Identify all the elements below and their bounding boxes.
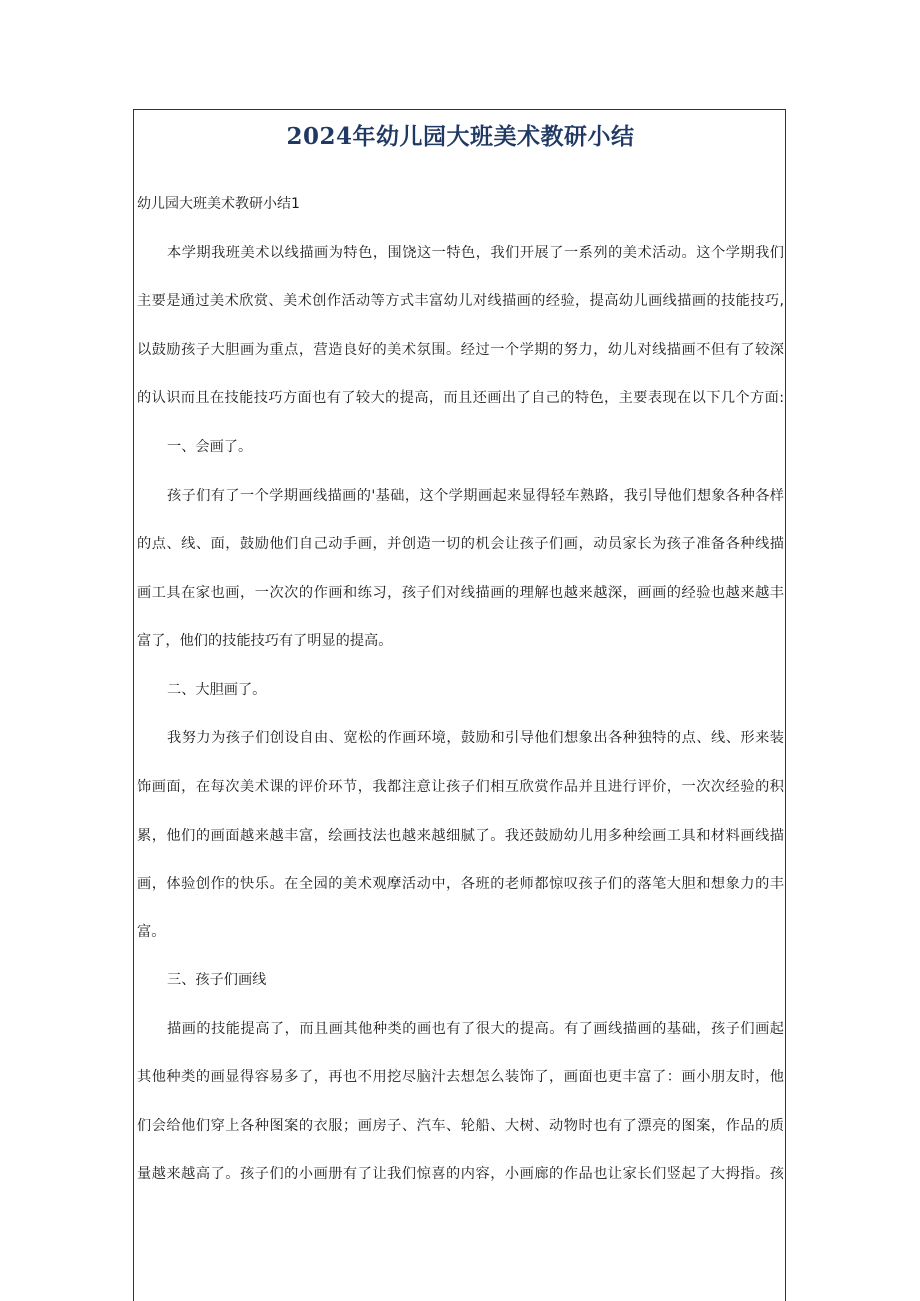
paragraph-line: 量越来越高了。孩子们的小画册有了让我们惊喜的内容，小画廊的作品也让家长们竖起了大拇指。孩 bbox=[137, 1166, 784, 1182]
paragraph-line: 的点、线、面，鼓励他们自己动手画，并创造一切的机会让孩子们画，动员家长为孩子准备各种线描 bbox=[137, 536, 784, 552]
paragraph-line: 富了，他们的技能技巧有了明显的提高。 bbox=[137, 633, 393, 649]
section-heading: 三、孩子们画线 bbox=[167, 972, 267, 988]
paragraph-line: 孩子们有了一个学期画线描画的'基础，这个学期画起来显得轻车熟路，我引导他们想象各种各样 bbox=[167, 488, 784, 504]
paragraph-line: 主要是通过美术欣赏、美术创作活动等方式丰富幼儿对线描画的经验，提高幼儿画线描画的技能技巧, bbox=[137, 293, 784, 309]
paragraph-line: 以鼓励孩子大胆画为重点，营造良好的美术氛围。经过一个学期的努力，幼儿对线描画不但有了较深 bbox=[137, 342, 784, 358]
paragraph-line: 画工具在家也画，一次次的作画和练习，孩子们对线描画的理解也越来越深，画画的经验也越来越丰 bbox=[137, 585, 784, 601]
document-subtitle: 幼儿园大班美术教研小结1 bbox=[137, 196, 300, 212]
paragraph-line: 本学期我班美术以线描画为特色，围饶这一特色，我们开展了一系列的美术活动。这个学期我们 bbox=[167, 245, 784, 261]
paragraph-line: 富。 bbox=[137, 924, 166, 940]
paragraph-line: 其他种类的画显得容易多了，再也不用挖尽脑汁去想怎么装饰了，画面也更丰富了：画小朋友时，他 bbox=[137, 1069, 784, 1085]
document-page bbox=[133, 109, 786, 1301]
paragraph-line: 们会给他们穿上各种图案的衣服；画房子、汽车、轮船、大树、动物时也有了漂亮的图案，作品的质 bbox=[137, 1118, 784, 1134]
section-heading: 一、会画了。 bbox=[167, 439, 253, 455]
paragraph-line: 画，体验创作的快乐。在全园的美术观摩活动中，各班的老师都惊叹孩子们的落笔大胆和想象力的丰 bbox=[137, 876, 784, 892]
paragraph-line: 的认识而且在技能技巧方面也有了较大的提高，而且还画出了自己的特色，主要表现在以下几个方面: bbox=[137, 390, 784, 406]
paragraph-line: 我努力为孩子们创设自由、宽松的作画环境，鼓励和引导他们想象出各种独特的点、线、形来装 bbox=[167, 730, 784, 746]
document-title: 2024年幼儿园大班美术教研小结 bbox=[286, 123, 635, 150]
paragraph-line: 饰画面，在每次美术课的评价环节，我都注意让孩子们相互欣赏作品并且进行评价，一次次经验的积 bbox=[137, 779, 784, 795]
paragraph-line: 累，他们的画面越来越丰富，绘画技法也越来越细腻了。我还鼓励幼儿用多种绘画工具和材料画线描 bbox=[137, 828, 784, 844]
paragraph-line: 描画的技能提高了，而且画其他种类的画也有了很大的提高。有了画线描画的基础，孩子们画起 bbox=[167, 1021, 784, 1037]
section-heading: 二、大胆画了。 bbox=[167, 682, 267, 698]
